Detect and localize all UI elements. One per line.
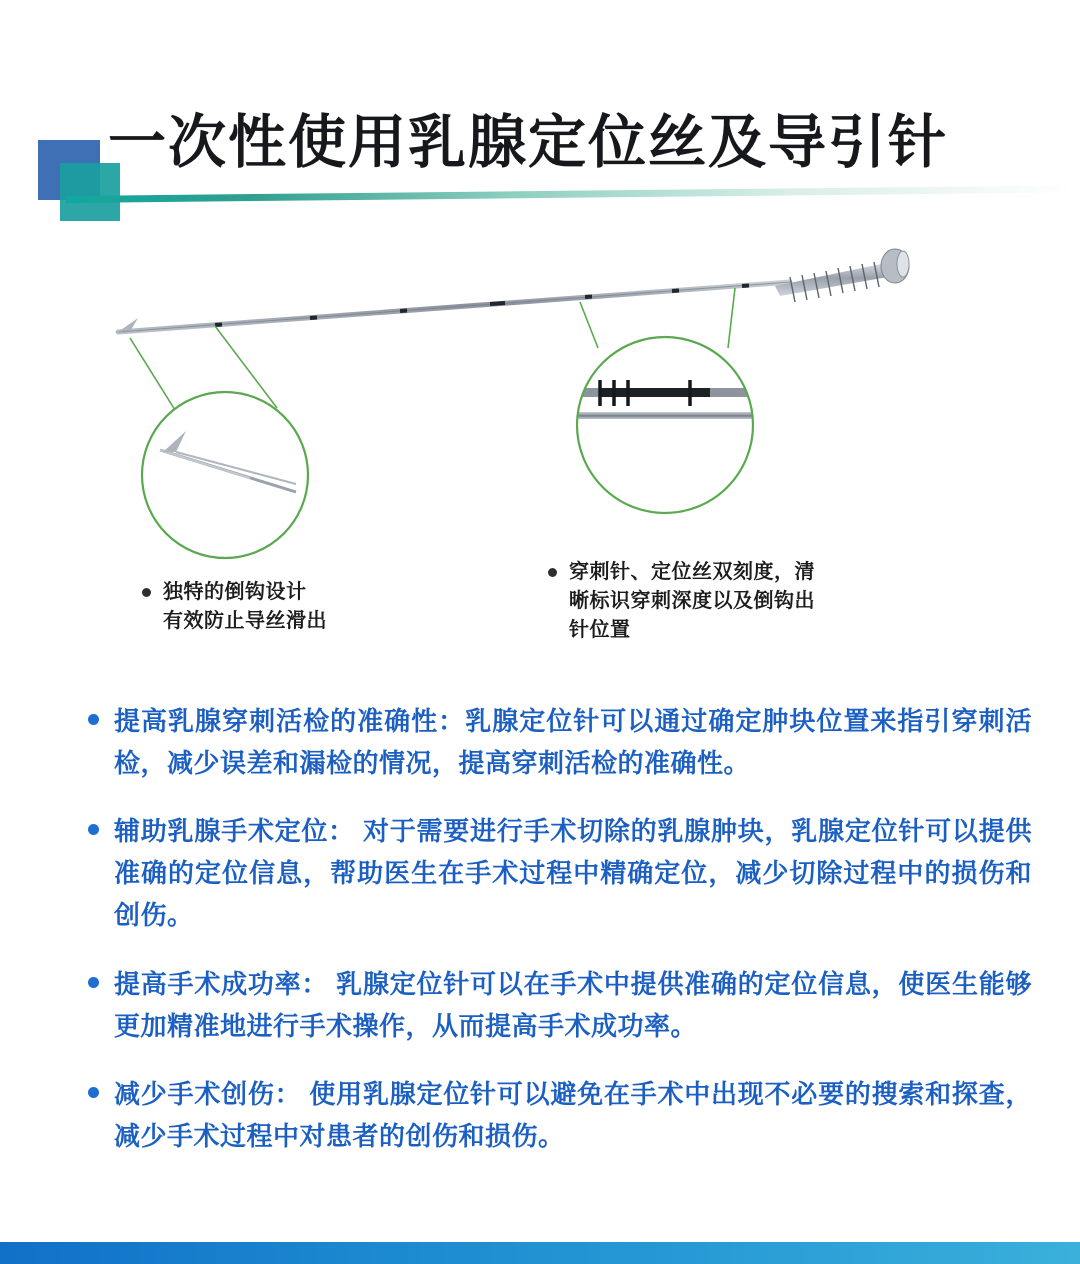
list-item-lead: 辅助乳腺手术定位： bbox=[114, 816, 355, 847]
list-item-text bbox=[114, 963, 1032, 1047]
header-divider bbox=[66, 185, 1076, 203]
page-header bbox=[0, 0, 1080, 230]
callout-right-text bbox=[569, 558, 815, 645]
bullet-dot-icon bbox=[88, 824, 99, 835]
list-item-text bbox=[114, 700, 1032, 784]
list-item-body: 使用乳腺定位针可以避免在手术中出现不必要的搜索和探查，减少手术过程中对患者的创伤和损伤。 bbox=[114, 1078, 1032, 1151]
list-item-body: 乳腺定位针可以通过确定肿块位置来指引穿刺活检，减少误差和漏检的情况，提高穿刺活检的准确性。 bbox=[114, 706, 1032, 779]
bullet-dot-icon bbox=[88, 977, 99, 988]
magnifier-left-barb-detail bbox=[140, 390, 312, 562]
list-item-lead: 提高手术成功率： bbox=[114, 968, 329, 999]
list-item-text bbox=[114, 810, 1032, 936]
callout-left bbox=[142, 578, 472, 636]
callout-left-line-1: 独特的倒钩设计 bbox=[163, 581, 307, 603]
bullet-dot-icon bbox=[88, 714, 99, 725]
benefits-list bbox=[72, 700, 1032, 1183]
bullet-dot-icon bbox=[142, 588, 151, 597]
list-item-body: 对于需要进行手术切除的乳腺肿块，乳腺定位针可以提供准确的定位信息，帮助医生在手术过程中精确定位，减少切除过程中的损伤和创伤。 bbox=[114, 816, 1032, 931]
list-item-lead: 提高乳腺穿刺活检的准确性： bbox=[114, 706, 466, 736]
callout-left-line-2: 有效防止导丝滑出 bbox=[163, 610, 327, 632]
page-title: 一次性使用乳腺定位丝及导引针 bbox=[108, 110, 949, 175]
needle-shaft bbox=[118, 249, 909, 332]
footer-accent-bar bbox=[0, 1242, 1080, 1264]
list-item bbox=[72, 963, 1032, 1047]
bullet-dot-icon bbox=[548, 568, 557, 577]
callout-left-text bbox=[163, 578, 327, 636]
list-item-body: 乳腺定位针可以在手术中提供准确的定位信息，使医生能够更加精准地进行手术操作，从而提高手术成功率。 bbox=[114, 968, 1032, 1041]
list-item bbox=[72, 1073, 1032, 1157]
callout-right-line-2: 晰标识穿刺深度以及倒钩出 bbox=[569, 590, 815, 612]
callout-right-line-1: 穿刺针、定位丝双刻度，清 bbox=[569, 561, 815, 583]
list-item-lead: 减少手术创伤： bbox=[114, 1078, 302, 1109]
magnifier-right-scale-detail bbox=[575, 335, 755, 515]
list-item bbox=[72, 810, 1032, 936]
list-item bbox=[72, 700, 1032, 784]
needle-hub bbox=[775, 249, 909, 302]
callout-right bbox=[548, 558, 878, 645]
callout-right-line-3: 针位置 bbox=[569, 619, 631, 641]
bullet-dot-icon bbox=[88, 1087, 99, 1098]
list-item-text bbox=[114, 1073, 1032, 1157]
